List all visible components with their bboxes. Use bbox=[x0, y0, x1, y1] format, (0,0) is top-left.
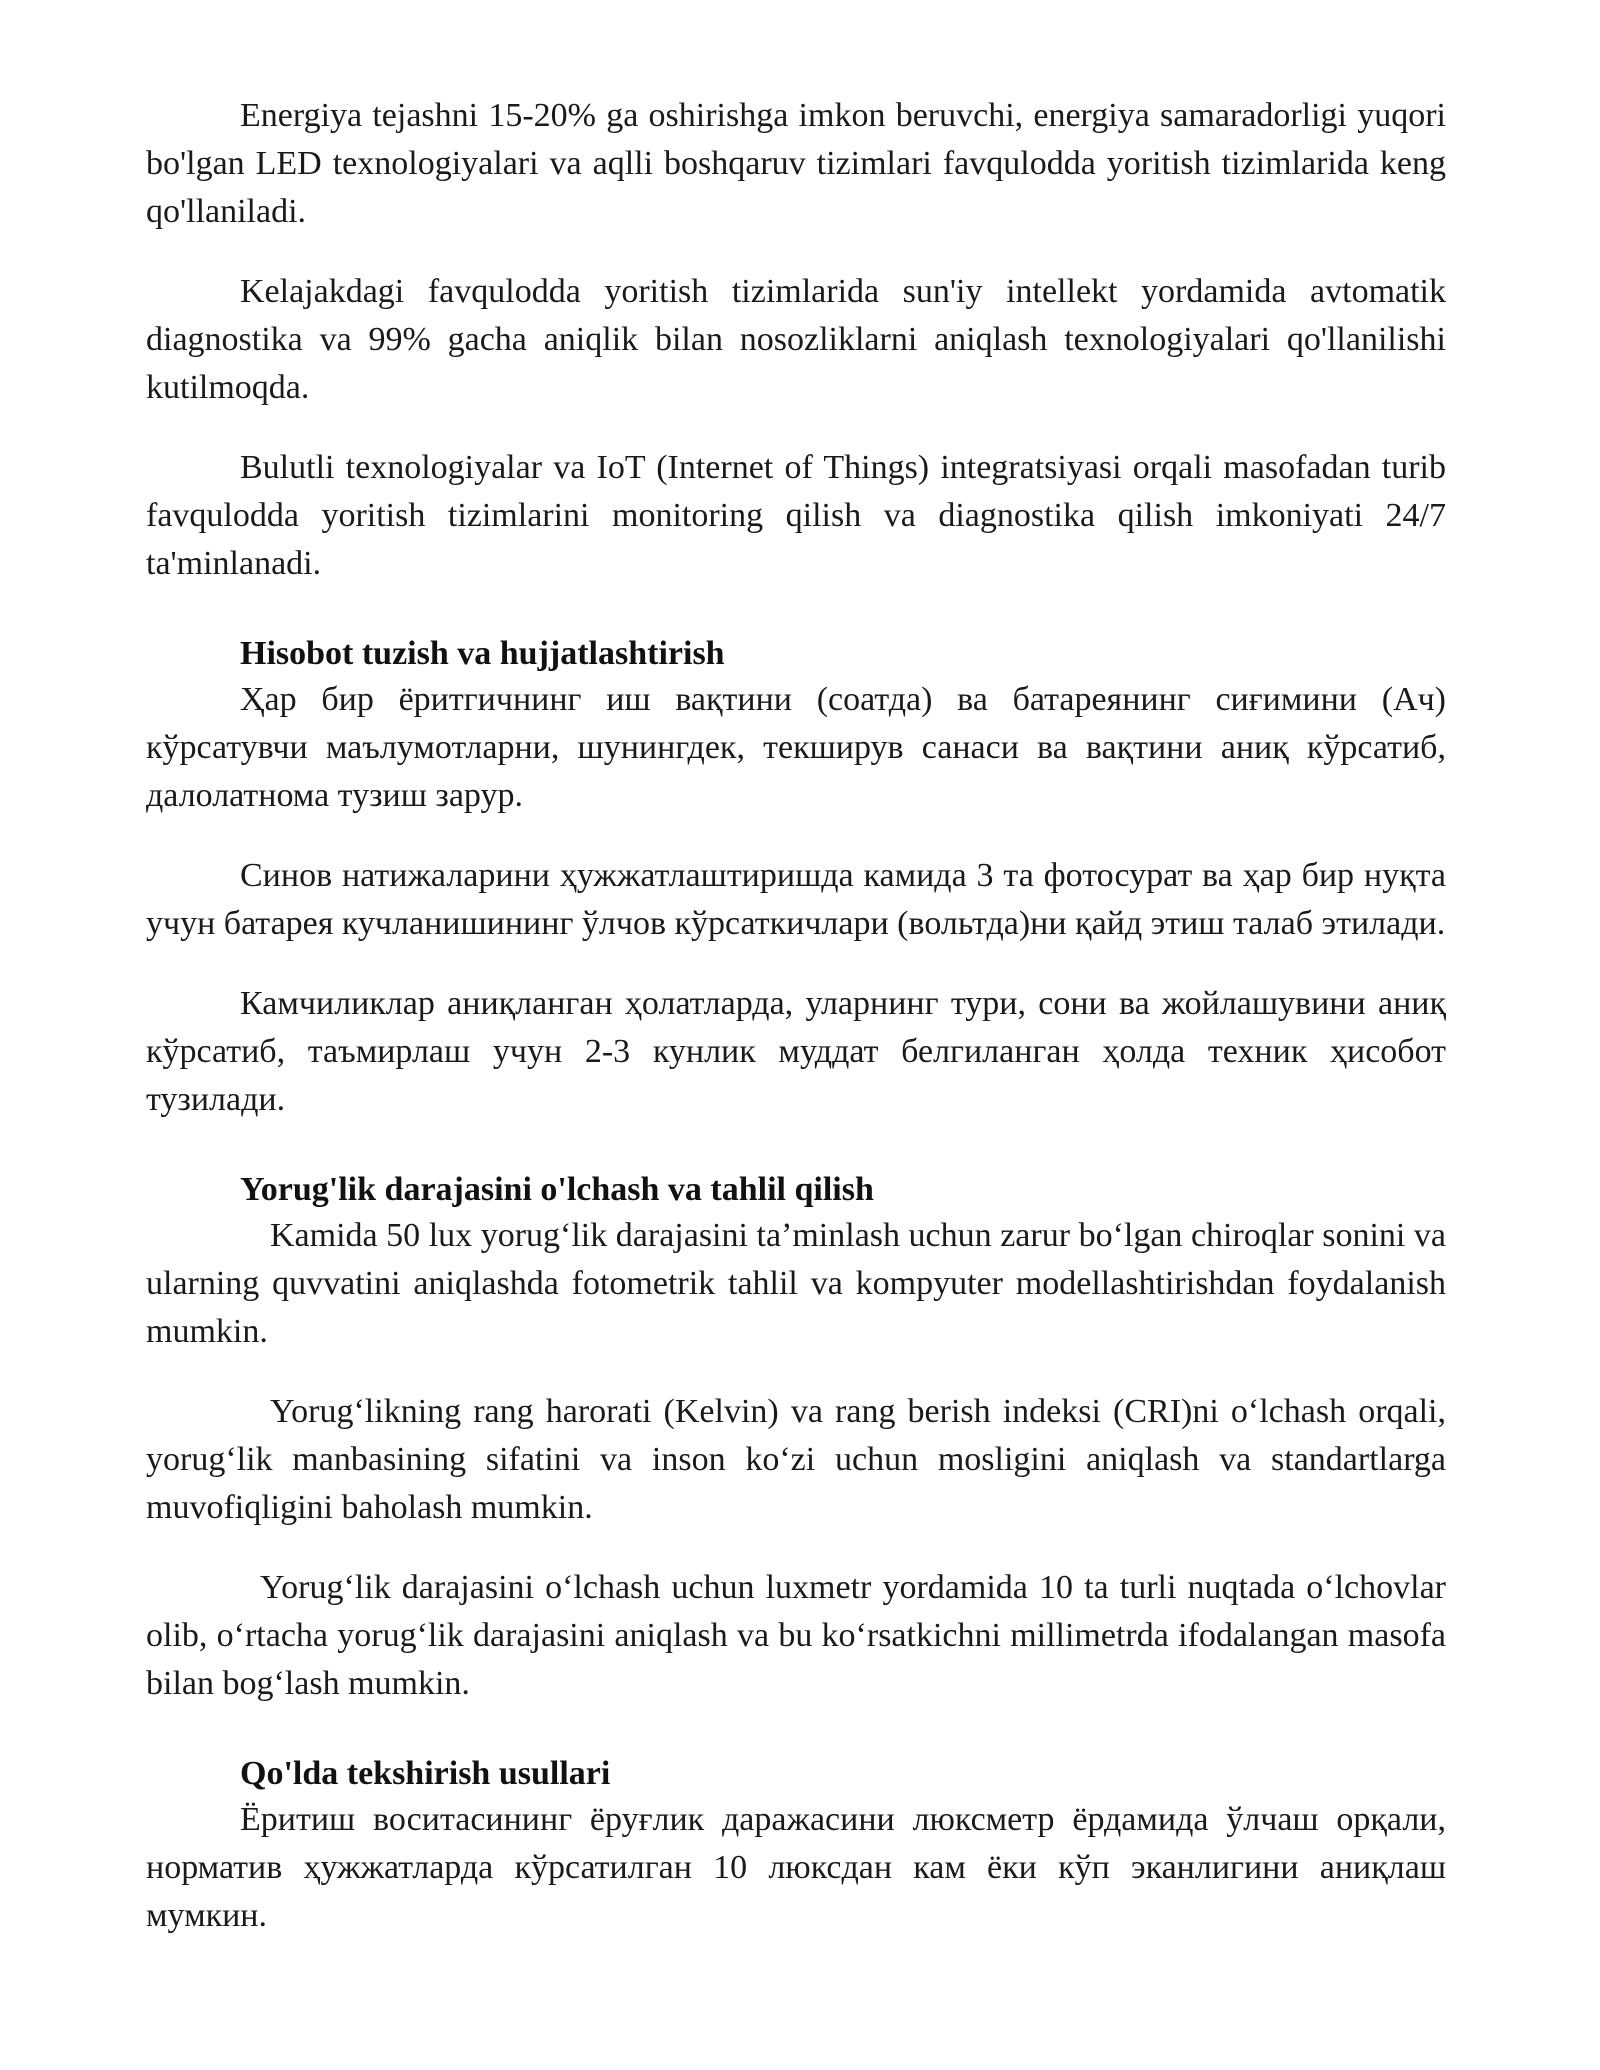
paragraph-light-photometric: Kamida 50 lux yorugʻlik darajasini taʼminlash uchun zarur boʻlgan chiroqlar sonini va ularning quvvatini aniqlashda fotometrik tahlil va kompyuter modellashtirishdan foydalanish mumkin. bbox=[146, 1217, 1446, 1350]
heading-manual-inspection: Qo'lda tekshirish usullari bbox=[240, 1755, 611, 1792]
paragraph-report-defects: Камчиликлар аниқланган ҳолатларда, уларнинг тури, сони ва жойлашувини аниқ кўрсатиб, таъмирлаш учун 2-3 кунлик муддат белгиланган ҳолда техник ҳисобот тузилади. bbox=[146, 985, 1446, 1118]
heading-light-measurement: Yorug'lik darajasini o'lchash va tahlil qilish bbox=[240, 1171, 874, 1208]
paragraph-ai-diagnostics: Kelajakdagi favqulodda yoritish tizimlarida sun'iy intellekt yordamida avtomatik diagnostika va 99% gacha aniqlik bilan nosozliklarni aniqlash texnologiyalari qo'llanilishi kutilmoqda. bbox=[146, 273, 1446, 406]
paragraph-manual-luxmeter: Ёритиш воситасининг ёруғлик даражасини люксметр ёрдамида ўлчаш орқали, норматив ҳужжатларда кўрсатилган 10 люксдан кам ёки кўп эканлигини аниқлаш мумкин. bbox=[146, 1801, 1446, 1934]
heading-report-documentation: Hisobot tuzish va hujjatlashtirish bbox=[240, 635, 725, 672]
paragraph-led-technologies: Energiya tejashni 15-20% ga oshirishga imkon beruvchi, energiya samaradorligi yuqori bo'lgan LED texnologiyalari va aqlli boshqaruv tizimlari favqulodda yoritish tizimlarida keng qo'llaniladi. bbox=[146, 97, 1446, 230]
paragraph-iot-monitoring: Bulutli texnologiyalar va IoT (Internet of Things) integratsiyasi orqali masofadan turib favqulodda yoritish tizimlarini monitoring qilish va diagnostika qilish imkoniyati 24/7 ta'minlanadi. bbox=[146, 449, 1446, 582]
paragraph-light-luxmeter: Yorugʻlik darajasini oʻlchash uchun luxmetr yordamida 10 ta turli nuqtada oʻlchovlar olib, oʻrtacha yorugʻlik darajasini aniqlash va bu koʻrsatkichni millimetrda ifodalangan masofa bilan bogʻlash mumkin. bbox=[146, 1569, 1446, 1702]
paragraph-report-act: Ҳар бир ёритгичнинг иш вақтини (соатда) ва батареянинг сиғимини (Ач) кўрсатувчи маълумотларни, шунингдек, текширув санаси ва вақтини аниқ кўрсатиб, далолатнома тузиш зарур. bbox=[146, 681, 1446, 814]
paragraph-light-color-temperature: Yorugʻlikning rang harorati (Kelvin) va rang berish indeksi (CRI)ni oʻlchash orqali, yorugʻlik manbasining sifatini va inson koʻzi uchun mosligini aniqlash va standartlarga muvofiqligini baholash mumkin. bbox=[146, 1393, 1446, 1526]
paragraph-report-photos: Синов натижаларини ҳужжатлаштиришда камида 3 та фотосурат ва ҳар бир нуқта учун батарея кучланишининг ўлчов кўрсаткичлари (вольтда)ни қайд этиш талаб этилади. bbox=[146, 857, 1446, 942]
document-page bbox=[146, 92, 1446, 1972]
